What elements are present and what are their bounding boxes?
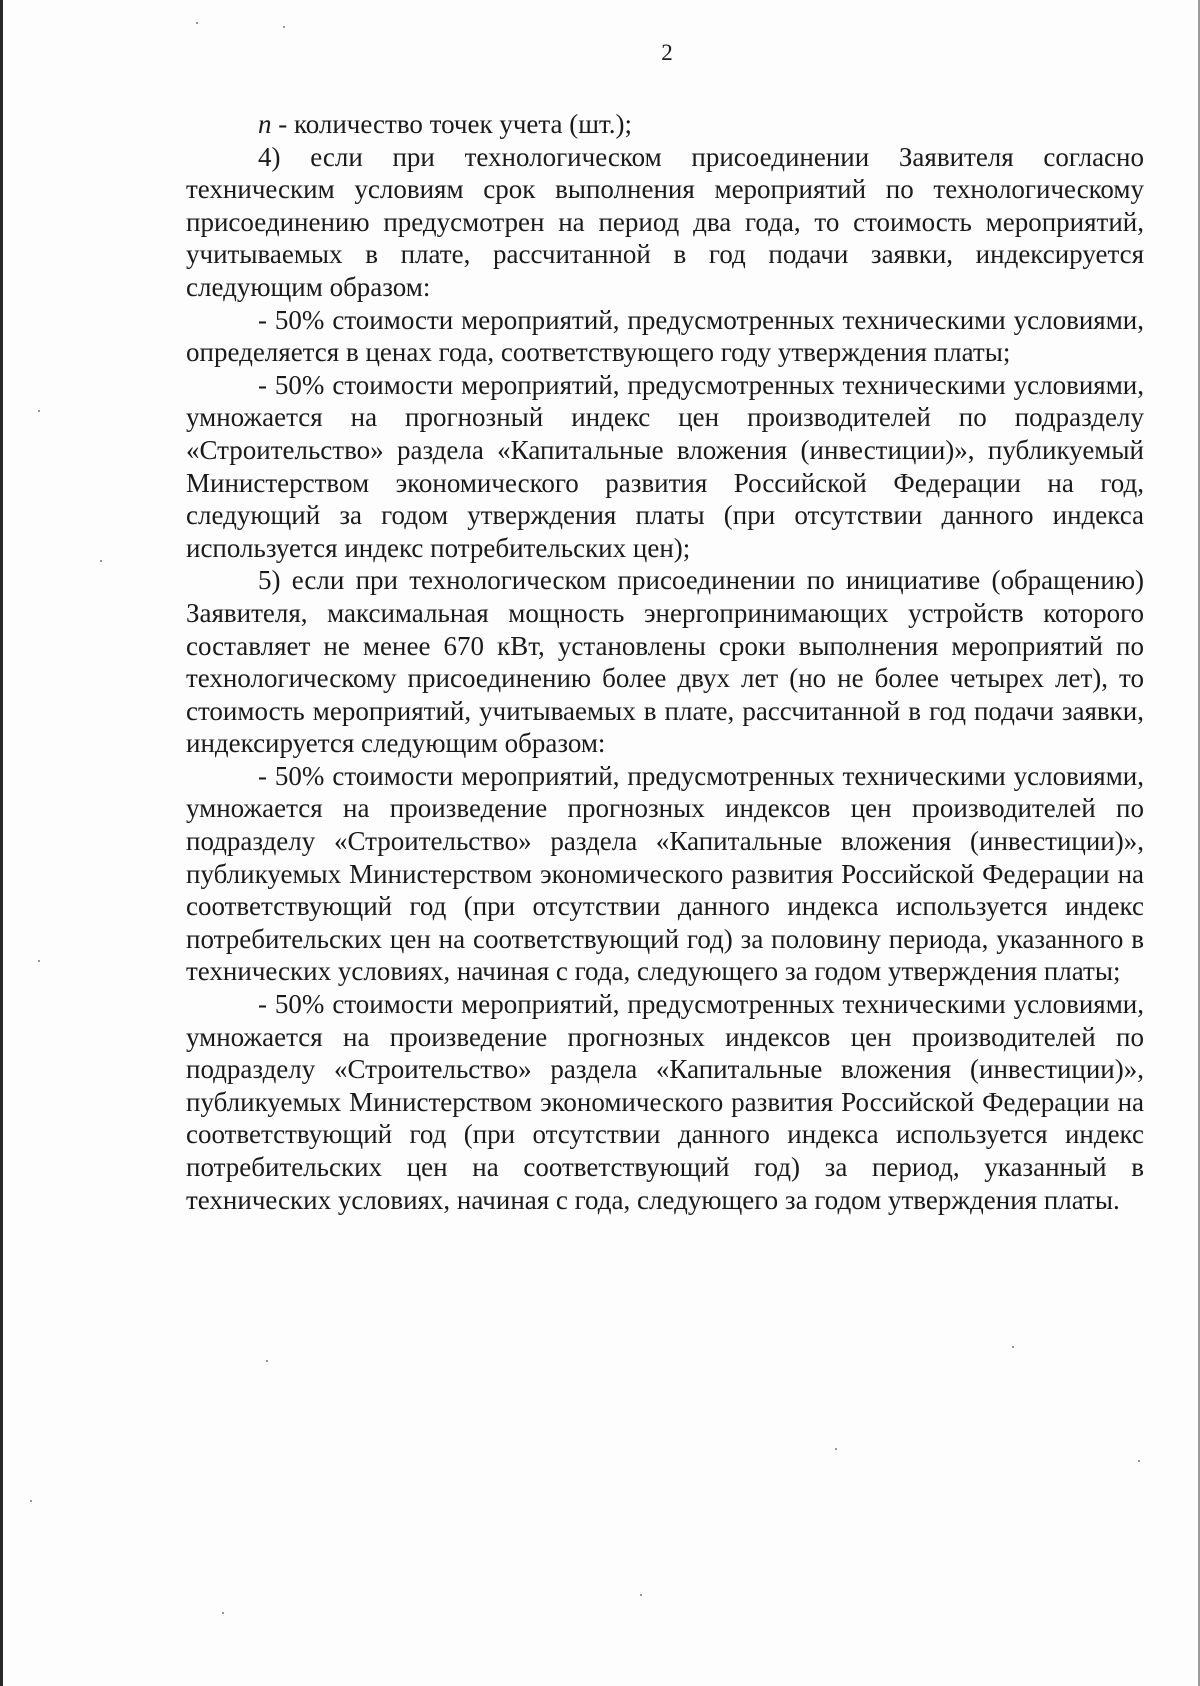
paragraph-n-definition [186,108,1144,141]
scan-speck [1138,1460,1140,1462]
scan-speck [30,1500,32,1502]
paragraph-item-5-bullet-2: - 50% стоимости мероприятий, предусмотренных техническими условиями, умножается на произведение прогнозных индексов цен производителей по подразделу «Строительство» раздела «Капитальные вложения (инвестиции)», публикуемых Министерством экономического развития Российской Федерации на соответствующий год (при отсутствии данного индекса используется индекс потребительских цен на соответствующий год) за период, указанный в технических условиях, начиная с года, следующего за годом утверждения платы. [186,989,1144,1215]
scan-speck [266,1360,268,1362]
scan-speck [283,26,285,28]
paragraph-text: - количество точек учета (шт.); [271,109,633,139]
scan-speck [640,1594,642,1596]
paragraph-item-4-bullet-2: - 50% стоимости мероприятий, предусмотренных техническими условиями, умножается на прогнозный индекс цен производителей по подразделу «Строительство» раздела «Капитальные вложения (инвестиции)», публикуемый Министерством экономического развития Российской Федерации на год, следующий за годом утверждения платы (при отсутствии данного индекса используется индекс потребительских цен); [186,369,1144,563]
scan-speck [196,22,198,24]
variable-n: n [258,109,272,139]
scan-speck [38,410,40,412]
scan-speck [38,960,40,962]
paragraph-item-4: 4) если при технологическом присоединении Заявителя согласно техническим условиям срок выполнения мероприятий по технологическому присоединению предусмотрен на период два года, то стоимость мероприятий, учитываемых в плате, рассчитанной в год подачи заявки, индексируется следующим образом: [186,141,1144,302]
scan-speck [1012,1346,1014,1348]
page-number: 2 [661,40,673,65]
paragraph-item-5-bullet-1: - 50% стоимости мероприятий, предусмотренных техническими условиями, умножается на произведение прогнозных индексов цен производителей по подразделу «Строительство» раздела «Капитальные вложения (инвестиции)», публикуемых Министерством экономического развития Российской Федерации на соответствующий год (при отсутствии данного индекса используется индекс потребительских цен на соответствующий год) за половину периода, указанного в технических условиях, начиная с года, следующего за годом утверждения платы; [186,760,1144,987]
document-body [186,108,1144,1216]
scan-edge-left [0,0,3,1686]
paragraph-item-4-bullet-1: - 50% стоимости мероприятий, предусмотренных техническими условиями, определяется в ценах года, соответствующего году утверждения платы; [186,304,1144,368]
scan-speck [222,1612,224,1614]
scan-speck [100,560,102,562]
scan-speck [835,1448,837,1450]
paragraph-item-5: 5) если при технологическом присоединении по инициативе (обращению) Заявителя, максимальная мощность энергопринимающих устройств которого составляет не менее 670 кВт, установлены сроки выполнения мероприятий по технологическому присоединению более двух лет (но не более четырех лет), то стоимость мероприятий, учитываемых в плате, рассчитанной в год подачи заявки, индексируется следующим образом: [186,565,1144,759]
